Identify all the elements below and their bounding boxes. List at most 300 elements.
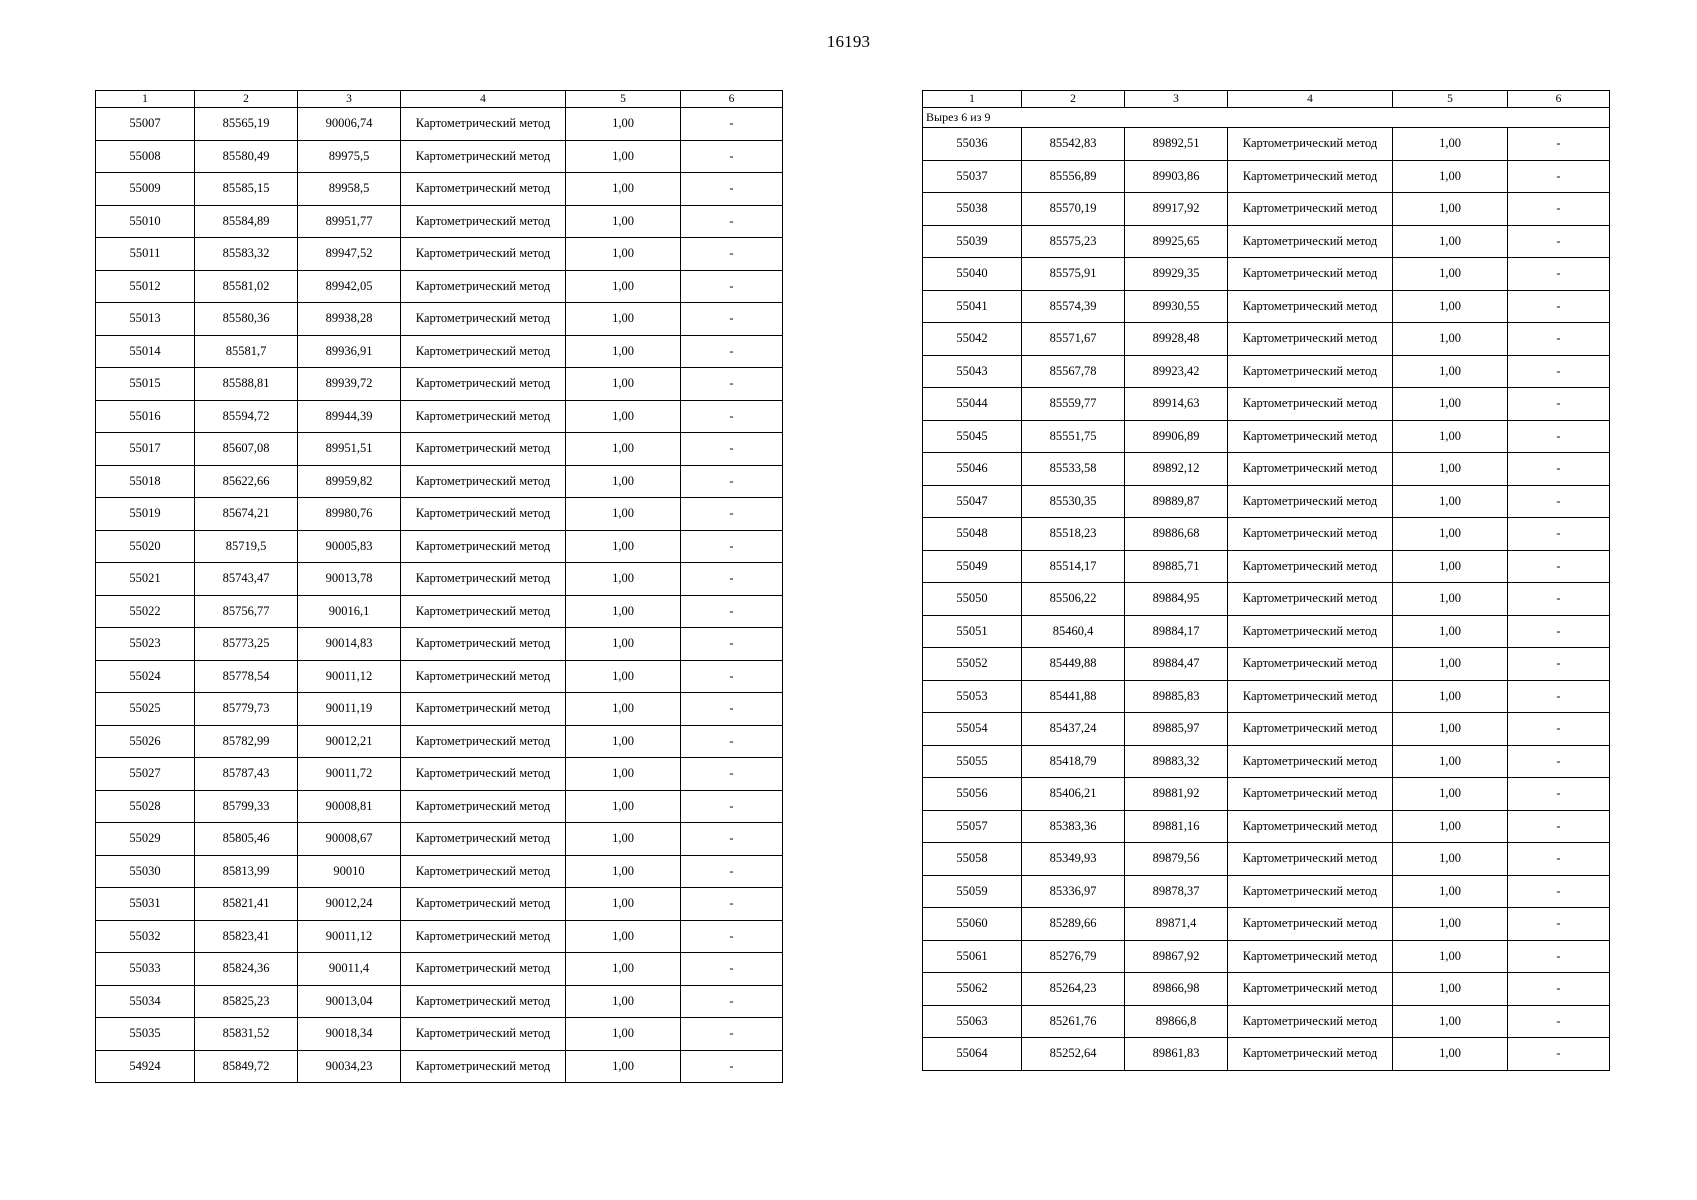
column-header: 2 [195, 91, 298, 108]
x-coordinate-cell: 85824,36 [195, 953, 298, 986]
method-cell: Картометрический метод [1228, 550, 1393, 583]
table-row [96, 140, 783, 173]
accuracy-cell: 1,00 [566, 108, 681, 141]
description-cell: - [1508, 550, 1610, 583]
point-number-cell: 55056 [923, 778, 1022, 811]
y-coordinate-cell: 89879,56 [1125, 843, 1228, 876]
point-number-cell: 55055 [923, 745, 1022, 778]
accuracy-cell: 1,00 [566, 530, 681, 563]
column-header: 1 [96, 91, 195, 108]
table-row [96, 433, 783, 466]
accuracy-cell: 1,00 [566, 335, 681, 368]
description-cell: - [681, 563, 783, 596]
point-number-cell: 55014 [96, 335, 195, 368]
table-row [96, 1050, 783, 1083]
description-cell: - [681, 660, 783, 693]
accuracy-cell: 1,00 [566, 303, 681, 336]
method-cell: Картометрический метод [1228, 355, 1393, 388]
accuracy-cell: 1,00 [566, 270, 681, 303]
table-row [923, 973, 1610, 1006]
y-coordinate-cell: 89886,68 [1125, 518, 1228, 551]
description-cell: - [681, 368, 783, 401]
method-cell: Картометрический метод [401, 953, 566, 986]
y-coordinate-cell: 89914,63 [1125, 388, 1228, 421]
description-cell: - [1508, 908, 1610, 941]
description-cell: - [681, 433, 783, 466]
method-cell: Картометрический метод [401, 920, 566, 953]
point-number-cell: 55049 [923, 550, 1022, 583]
y-coordinate-cell: 90012,21 [298, 725, 401, 758]
point-number-cell: 55017 [96, 433, 195, 466]
accuracy-cell: 1,00 [566, 855, 681, 888]
point-number-cell: 55041 [923, 290, 1022, 323]
accuracy-cell: 1,00 [566, 205, 681, 238]
x-coordinate-cell: 85787,43 [195, 758, 298, 791]
method-cell: Картометрический метод [401, 725, 566, 758]
x-coordinate-cell: 85756,77 [195, 595, 298, 628]
x-coordinate-cell: 85823,41 [195, 920, 298, 953]
description-cell: - [681, 335, 783, 368]
method-cell: Картометрический метод [1228, 908, 1393, 941]
accuracy-cell: 1,00 [566, 660, 681, 693]
x-coordinate-cell: 85849,72 [195, 1050, 298, 1083]
description-cell: - [681, 888, 783, 921]
description-cell: - [1508, 973, 1610, 1006]
point-number-cell: 55035 [96, 1018, 195, 1051]
description-cell: - [1508, 648, 1610, 681]
table-row [923, 583, 1610, 616]
table-row [923, 680, 1610, 713]
method-cell: Картометрический метод [401, 238, 566, 271]
x-coordinate-cell: 85460,4 [1022, 615, 1125, 648]
accuracy-cell: 1,00 [1393, 388, 1508, 421]
x-coordinate-cell: 85575,23 [1022, 225, 1125, 258]
method-cell: Картометрический метод [401, 888, 566, 921]
y-coordinate-cell: 89884,17 [1125, 615, 1228, 648]
x-coordinate-cell: 85583,32 [195, 238, 298, 271]
x-coordinate-cell: 85565,19 [195, 108, 298, 141]
section-label-row [923, 108, 1610, 128]
method-cell: Картометрический метод [401, 465, 566, 498]
method-cell: Картометрический метод [401, 823, 566, 856]
table-row [96, 628, 783, 661]
description-cell: - [681, 173, 783, 206]
table-header-row [96, 91, 783, 108]
point-number-cell: 55047 [923, 485, 1022, 518]
description-cell: - [681, 498, 783, 531]
table-row [923, 843, 1610, 876]
table-header-row [923, 91, 1610, 108]
description-cell: - [1508, 1038, 1610, 1071]
table-row [923, 778, 1610, 811]
description-cell: - [681, 920, 783, 953]
method-cell: Картометрический метод [401, 173, 566, 206]
method-cell: Картометрический метод [1228, 583, 1393, 616]
y-coordinate-cell: 89892,12 [1125, 453, 1228, 486]
method-cell: Картометрический метод [401, 660, 566, 693]
accuracy-cell: 1,00 [1393, 193, 1508, 226]
y-coordinate-cell: 89928,48 [1125, 323, 1228, 356]
description-cell: - [681, 108, 783, 141]
x-coordinate-cell: 85585,15 [195, 173, 298, 206]
y-coordinate-cell: 89903,86 [1125, 160, 1228, 193]
accuracy-cell: 1,00 [1393, 420, 1508, 453]
table-row [96, 108, 783, 141]
y-coordinate-cell: 89861,83 [1125, 1038, 1228, 1071]
method-cell: Картометрический метод [401, 855, 566, 888]
point-number-cell: 55062 [923, 973, 1022, 1006]
column-header: 3 [1125, 91, 1228, 108]
point-number-cell: 55057 [923, 810, 1022, 843]
x-coordinate-cell: 85581,02 [195, 270, 298, 303]
table-row [96, 660, 783, 693]
column-header: 5 [566, 91, 681, 108]
method-cell: Картометрический метод [401, 1018, 566, 1051]
description-cell: - [681, 628, 783, 661]
column-header: 3 [298, 91, 401, 108]
description-cell: - [1508, 843, 1610, 876]
column-header: 6 [681, 91, 783, 108]
point-number-cell: 55059 [923, 875, 1022, 908]
x-coordinate-cell: 85805,46 [195, 823, 298, 856]
x-coordinate-cell: 85383,36 [1022, 810, 1125, 843]
x-coordinate-cell: 85556,89 [1022, 160, 1125, 193]
y-coordinate-cell: 90005,83 [298, 530, 401, 563]
x-coordinate-cell: 85289,66 [1022, 908, 1125, 941]
y-coordinate-cell: 89980,76 [298, 498, 401, 531]
x-coordinate-cell: 85580,36 [195, 303, 298, 336]
description-cell: - [1508, 355, 1610, 388]
method-cell: Картометрический метод [401, 270, 566, 303]
point-number-cell: 55050 [923, 583, 1022, 616]
column-header: 4 [1228, 91, 1393, 108]
accuracy-cell: 1,00 [566, 693, 681, 726]
point-number-cell: 55015 [96, 368, 195, 401]
point-number-cell: 54924 [96, 1050, 195, 1083]
method-cell: Картометрический метод [1228, 193, 1393, 226]
table-row [96, 270, 783, 303]
y-coordinate-cell: 90011,12 [298, 660, 401, 693]
y-coordinate-cell: 89944,39 [298, 400, 401, 433]
accuracy-cell: 1,00 [1393, 843, 1508, 876]
method-cell: Картометрический метод [1228, 518, 1393, 551]
description-cell: - [681, 530, 783, 563]
table-row [96, 400, 783, 433]
accuracy-cell: 1,00 [566, 628, 681, 661]
table-row [923, 225, 1610, 258]
point-number-cell: 55064 [923, 1038, 1022, 1071]
x-coordinate-cell: 85584,89 [195, 205, 298, 238]
x-coordinate-cell: 85782,99 [195, 725, 298, 758]
method-cell: Картометрический метод [1228, 128, 1393, 161]
accuracy-cell: 1,00 [566, 498, 681, 531]
y-coordinate-cell: 90010 [298, 855, 401, 888]
accuracy-cell: 1,00 [566, 465, 681, 498]
table-row [923, 193, 1610, 226]
table-row [96, 693, 783, 726]
table-row [96, 303, 783, 336]
x-coordinate-cell: 85575,91 [1022, 258, 1125, 291]
x-coordinate-cell: 85441,88 [1022, 680, 1125, 713]
x-coordinate-cell: 85821,41 [195, 888, 298, 921]
description-cell: - [1508, 810, 1610, 843]
method-cell: Картометрический метод [401, 530, 566, 563]
method-cell: Картометрический метод [1228, 680, 1393, 713]
x-coordinate-cell: 85567,78 [1022, 355, 1125, 388]
table-row [96, 530, 783, 563]
y-coordinate-cell: 89930,55 [1125, 290, 1228, 323]
accuracy-cell: 1,00 [566, 595, 681, 628]
point-number-cell: 55045 [923, 420, 1022, 453]
column-header: 6 [1508, 91, 1610, 108]
y-coordinate-cell: 89938,28 [298, 303, 401, 336]
description-cell: - [681, 140, 783, 173]
x-coordinate-cell: 85571,67 [1022, 323, 1125, 356]
x-coordinate-cell: 85276,79 [1022, 940, 1125, 973]
description-cell: - [1508, 485, 1610, 518]
point-number-cell: 55046 [923, 453, 1022, 486]
method-cell: Картометрический метод [1228, 485, 1393, 518]
method-cell: Картометрический метод [401, 498, 566, 531]
method-cell: Картометрический метод [1228, 615, 1393, 648]
table-row [96, 563, 783, 596]
x-coordinate-cell: 85674,21 [195, 498, 298, 531]
description-cell: - [1508, 420, 1610, 453]
description-cell: - [1508, 940, 1610, 973]
point-number-cell: 55036 [923, 128, 1022, 161]
method-cell: Картометрический метод [1228, 973, 1393, 1006]
method-cell: Картометрический метод [1228, 225, 1393, 258]
y-coordinate-cell: 89917,92 [1125, 193, 1228, 226]
y-coordinate-cell: 89881,16 [1125, 810, 1228, 843]
accuracy-cell: 1,00 [1393, 1038, 1508, 1071]
point-number-cell: 55028 [96, 790, 195, 823]
table-row [96, 1018, 783, 1051]
x-coordinate-cell: 85574,39 [1022, 290, 1125, 323]
point-number-cell: 55044 [923, 388, 1022, 421]
point-number-cell: 55061 [923, 940, 1022, 973]
point-number-cell: 55051 [923, 615, 1022, 648]
y-coordinate-cell: 90013,04 [298, 985, 401, 1018]
y-coordinate-cell: 89951,77 [298, 205, 401, 238]
point-number-cell: 55011 [96, 238, 195, 271]
accuracy-cell: 1,00 [1393, 583, 1508, 616]
accuracy-cell: 1,00 [566, 563, 681, 596]
table-row [923, 420, 1610, 453]
x-coordinate-cell: 85506,22 [1022, 583, 1125, 616]
table-row [923, 323, 1610, 356]
x-coordinate-cell: 85264,23 [1022, 973, 1125, 1006]
y-coordinate-cell: 90011,19 [298, 693, 401, 726]
y-coordinate-cell: 89878,37 [1125, 875, 1228, 908]
description-cell: - [681, 238, 783, 271]
x-coordinate-cell: 85778,54 [195, 660, 298, 693]
method-cell: Картометрический метод [401, 335, 566, 368]
method-cell: Картометрический метод [1228, 453, 1393, 486]
y-coordinate-cell: 89867,92 [1125, 940, 1228, 973]
point-number-cell: 55009 [96, 173, 195, 206]
x-coordinate-cell: 85437,24 [1022, 713, 1125, 746]
table-row [96, 920, 783, 953]
point-number-cell: 55063 [923, 1005, 1022, 1038]
table-row [923, 518, 1610, 551]
x-coordinate-cell: 85418,79 [1022, 745, 1125, 778]
accuracy-cell: 1,00 [566, 140, 681, 173]
y-coordinate-cell: 89885,71 [1125, 550, 1228, 583]
description-cell: - [681, 693, 783, 726]
table-row [96, 725, 783, 758]
method-cell: Картометрический метод [1228, 778, 1393, 811]
accuracy-cell: 1,00 [1393, 323, 1508, 356]
table-row [96, 985, 783, 1018]
accuracy-cell: 1,00 [1393, 550, 1508, 583]
accuracy-cell: 1,00 [566, 173, 681, 206]
accuracy-cell: 1,00 [566, 238, 681, 271]
point-number-cell: 55010 [96, 205, 195, 238]
y-coordinate-cell: 90016,1 [298, 595, 401, 628]
description-cell: - [1508, 778, 1610, 811]
y-coordinate-cell: 89866,8 [1125, 1005, 1228, 1038]
point-number-cell: 55026 [96, 725, 195, 758]
description-cell: - [681, 725, 783, 758]
accuracy-cell: 1,00 [566, 823, 681, 856]
point-number-cell: 55031 [96, 888, 195, 921]
table-row [923, 453, 1610, 486]
y-coordinate-cell: 89871,4 [1125, 908, 1228, 941]
y-coordinate-cell: 89883,32 [1125, 745, 1228, 778]
table-row [96, 953, 783, 986]
y-coordinate-cell: 89975,5 [298, 140, 401, 173]
y-coordinate-cell: 89885,83 [1125, 680, 1228, 713]
y-coordinate-cell: 89866,98 [1125, 973, 1228, 1006]
accuracy-cell: 1,00 [1393, 485, 1508, 518]
table-row [96, 823, 783, 856]
method-cell: Картометрический метод [1228, 258, 1393, 291]
table-row [923, 290, 1610, 323]
accuracy-cell: 1,00 [1393, 973, 1508, 1006]
y-coordinate-cell: 89923,42 [1125, 355, 1228, 388]
method-cell: Картометрический метод [401, 563, 566, 596]
table-row [923, 648, 1610, 681]
method-cell: Картометрический метод [401, 368, 566, 401]
description-cell: - [681, 1018, 783, 1051]
accuracy-cell: 1,00 [1393, 453, 1508, 486]
method-cell: Картометрический метод [401, 693, 566, 726]
y-coordinate-cell: 89925,65 [1125, 225, 1228, 258]
method-cell: Картометрический метод [1228, 420, 1393, 453]
point-number-cell: 55052 [923, 648, 1022, 681]
point-number-cell: 55007 [96, 108, 195, 141]
y-coordinate-cell: 89939,72 [298, 368, 401, 401]
point-number-cell: 55034 [96, 985, 195, 1018]
y-coordinate-cell: 89958,5 [298, 173, 401, 206]
description-cell: - [681, 790, 783, 823]
method-cell: Картометрический метод [1228, 745, 1393, 778]
accuracy-cell: 1,00 [566, 888, 681, 921]
x-coordinate-cell: 85825,23 [195, 985, 298, 1018]
method-cell: Картометрический метод [1228, 323, 1393, 356]
x-coordinate-cell: 85406,21 [1022, 778, 1125, 811]
description-cell: - [681, 400, 783, 433]
x-coordinate-cell: 85743,47 [195, 563, 298, 596]
x-coordinate-cell: 85533,58 [1022, 453, 1125, 486]
table-row [96, 790, 783, 823]
x-coordinate-cell: 85252,64 [1022, 1038, 1125, 1071]
description-cell: - [681, 465, 783, 498]
x-coordinate-cell: 85336,97 [1022, 875, 1125, 908]
point-number-cell: 55016 [96, 400, 195, 433]
method-cell: Картометрический метод [401, 140, 566, 173]
point-number-cell: 55020 [96, 530, 195, 563]
y-coordinate-cell: 90008,67 [298, 823, 401, 856]
description-cell: - [1508, 713, 1610, 746]
accuracy-cell: 1,00 [566, 400, 681, 433]
y-coordinate-cell: 90012,24 [298, 888, 401, 921]
method-cell: Картометрический метод [1228, 290, 1393, 323]
point-number-cell: 55039 [923, 225, 1022, 258]
description-cell: - [1508, 875, 1610, 908]
x-coordinate-cell: 85261,76 [1022, 1005, 1125, 1038]
x-coordinate-cell: 85831,52 [195, 1018, 298, 1051]
method-cell: Картометрический метод [401, 758, 566, 791]
table-row [96, 758, 783, 791]
method-cell: Картометрический метод [401, 303, 566, 336]
coordinates-table-left [95, 90, 783, 1083]
x-coordinate-cell: 85779,73 [195, 693, 298, 726]
method-cell: Картометрический метод [401, 628, 566, 661]
table-row [923, 128, 1610, 161]
accuracy-cell: 1,00 [1393, 615, 1508, 648]
y-coordinate-cell: 89936,91 [298, 335, 401, 368]
point-number-cell: 55013 [96, 303, 195, 336]
accuracy-cell: 1,00 [1393, 258, 1508, 291]
method-cell: Картометрический метод [401, 205, 566, 238]
description-cell: - [1508, 128, 1610, 161]
description-cell: - [1508, 258, 1610, 291]
table-row [96, 595, 783, 628]
point-number-cell: 55038 [923, 193, 1022, 226]
description-cell: - [681, 985, 783, 1018]
description-cell: - [681, 270, 783, 303]
description-cell: - [681, 1050, 783, 1083]
accuracy-cell: 1,00 [1393, 648, 1508, 681]
table-row [96, 238, 783, 271]
x-coordinate-cell: 85719,5 [195, 530, 298, 563]
section-label: Вырез 6 из 9 [923, 108, 1610, 128]
accuracy-cell: 1,00 [1393, 128, 1508, 161]
table-row [96, 465, 783, 498]
x-coordinate-cell: 85514,17 [1022, 550, 1125, 583]
table-row [923, 160, 1610, 193]
description-cell: - [1508, 290, 1610, 323]
description-cell: - [1508, 583, 1610, 616]
description-cell: - [681, 595, 783, 628]
y-coordinate-cell: 89942,05 [298, 270, 401, 303]
method-cell: Картометрический метод [1228, 1005, 1393, 1038]
accuracy-cell: 1,00 [566, 1018, 681, 1051]
x-coordinate-cell: 85580,49 [195, 140, 298, 173]
accuracy-cell: 1,00 [1393, 940, 1508, 973]
table-row [923, 1038, 1610, 1071]
x-coordinate-cell: 85581,7 [195, 335, 298, 368]
point-number-cell: 55008 [96, 140, 195, 173]
description-cell: - [681, 303, 783, 336]
y-coordinate-cell: 90018,34 [298, 1018, 401, 1051]
y-coordinate-cell: 89881,92 [1125, 778, 1228, 811]
description-cell: - [1508, 1005, 1610, 1038]
accuracy-cell: 1,00 [1393, 778, 1508, 811]
x-coordinate-cell: 85449,88 [1022, 648, 1125, 681]
